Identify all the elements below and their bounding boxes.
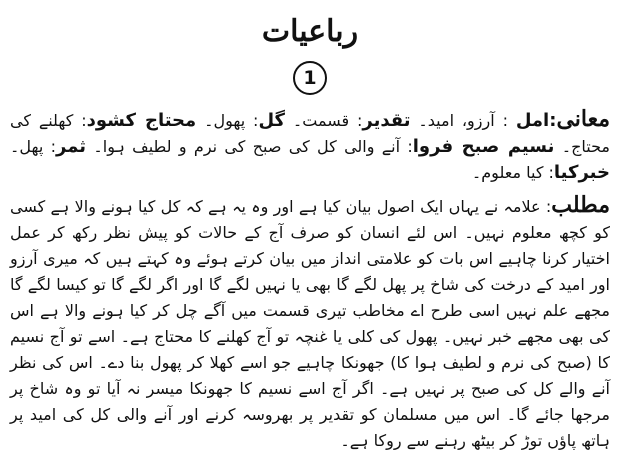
matlab-paragraph	[10, 192, 610, 454]
maani-term-7: خبرکیا	[553, 162, 610, 183]
maani-term-5: نسیم صبح فروا	[412, 136, 555, 157]
verse-number-badge: 1	[293, 61, 327, 95]
maani-paragraph	[10, 106, 610, 186]
maani-def-1: : آرزو، امید۔	[418, 111, 508, 130]
maani-term-2: تقدیر	[362, 110, 411, 131]
maani-term-4: محتاج کشود	[86, 110, 197, 131]
page-title: رباعیات	[261, 14, 359, 49]
maani-term-3: گل	[258, 110, 285, 131]
maani-def-2: : قسمت۔	[292, 111, 363, 130]
matlab-text: : علامہ نے یہاں ایک اصول بیان کیا ہے اور وہ یہ ہے کہ کل کیا ہونے والا ہے کسی کو کچھ معلوم نہیں۔ اس لئے انسان کو صرف آج کے حالات کو پیش نظر رکھ کر عمل اختیار کرنا چاہیے اس بات کو علامتی انداز میں بیان کرتے ہوئے وہ کہتے ہیں کہ میری آرزو اور امید کے درخت کی شاخ پر پھل لگے گا بھی یا نہیں لگے گا اور اگر لگے گا تو کیسا لگے گا مجھے علم نہیں اسی طرح اے مخاطب تیری قسمت میں آگے چل کر کیا ہونے والا ہے اس کی بھی مجھے خبر نہیں۔ پھول کی کلی یا غنچہ تو آج کھلنے کا محتاج ہے۔ اسے تو آج نسیم کا (صبح کی نرم و لطیف ہوا کا) جھونکا چاہیے جو اسے کھلا کر پھول بنا دے۔ اس کی نظر آنے والے کل کی صبح پر نہیں ہے۔ اگر آج اسے نسیم کا جھونکا میسر نہ آیا تو وہ شاخ پر مرجھا جائے گا۔ اس میں مسلمان کو تقدیر پر بھروسہ کرنے اور آنے والی کل کی امید پر ہاتھ پاؤں توڑ کر بیٹھ رہنے سے روکا ہے۔	[10, 197, 610, 450]
maani-term-6: ثمر	[56, 136, 87, 157]
maani-def-4: : کھلنے کی محتاج۔	[10, 111, 610, 156]
verse-number-container	[10, 58, 610, 98]
matlab-label: مطلب	[551, 192, 610, 218]
maani-label: معانی	[556, 106, 610, 132]
maani-term-1: :امل	[515, 110, 557, 131]
maani-def-5: : آنے والی کل کی صبح کی نرم و لطیف ہوا۔	[93, 137, 413, 156]
maani-def-6: : پھل۔	[10, 137, 57, 156]
maani-def-7: : کیا معلوم۔	[471, 163, 554, 182]
maani-def-3: : پھول۔	[204, 111, 259, 130]
